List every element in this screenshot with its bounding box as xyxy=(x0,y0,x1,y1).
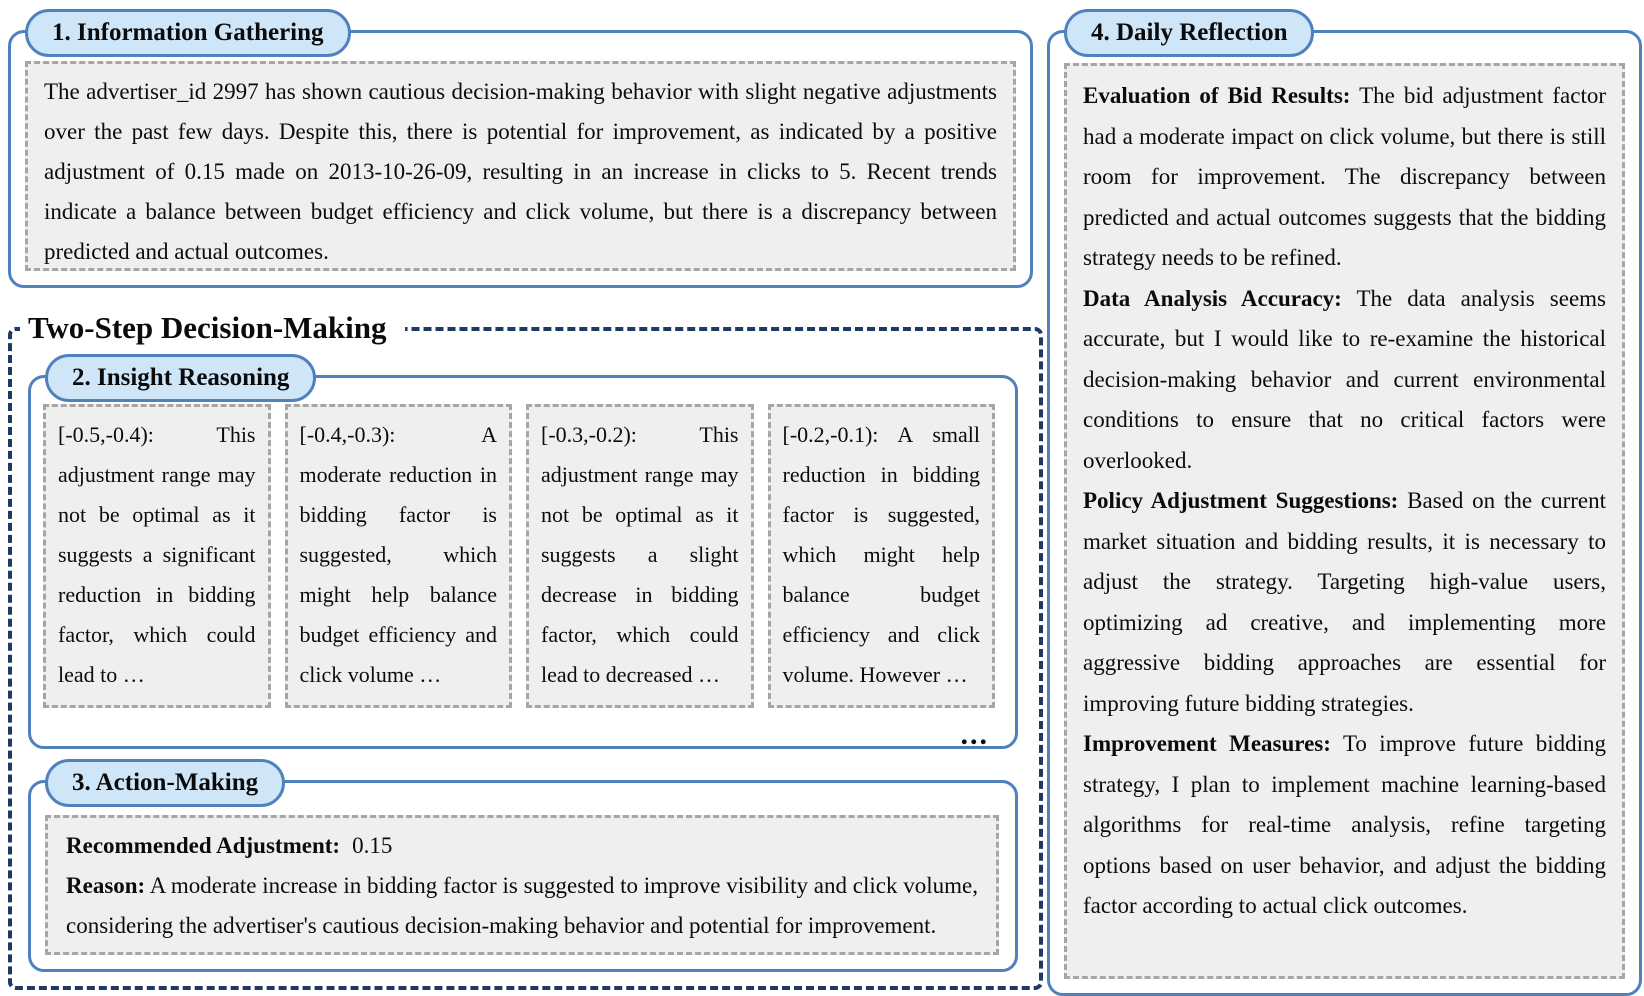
recommended-adjustment-label: Recommended Adjustment: xyxy=(66,833,341,858)
recommended-adjustment-row xyxy=(66,826,978,866)
data-analysis-accuracy-label: Data Analysis Accuracy: xyxy=(1083,285,1342,311)
reflection-paragraph-improvement xyxy=(1083,724,1606,927)
more-cards-ellipsis: ... xyxy=(960,718,989,751)
section-3-pill-label: 3. Action-Making xyxy=(72,769,259,796)
improvement-measures-label: Improvement Measures: xyxy=(1083,731,1331,756)
section-2-pill-label: 2. Insight Reasoning xyxy=(72,364,290,391)
policy-adjustment-suggestions-label: Policy Adjustment Suggestions: xyxy=(1083,488,1399,513)
evaluation-of-bid-results-text: The bid adjustment factor had a moderate impact on click volume, but there is still room for improvement. The discrepancy between predicted and actual outcomes suggests that the bidding strategy needs to be refined. xyxy=(1083,83,1606,270)
insight-card-range-2 xyxy=(285,404,513,708)
insight-card-text: [-0.3,-0.2): This adjustment range may not be optimal as it suggests a slight decrease in bidding factor, which could lead to decreased … xyxy=(541,422,739,687)
section-information-gathering xyxy=(8,19,1033,288)
section-4-pill-label: 4. Daily Reflection xyxy=(1091,19,1288,46)
reflection-paragraph-policy-adjustment xyxy=(1083,481,1606,724)
insight-reasoning-cards xyxy=(43,404,995,708)
evaluation-of-bid-results-label: Evaluation of Bid Results: xyxy=(1083,83,1351,108)
section-2-pill xyxy=(45,354,316,402)
policy-adjustment-suggestions-text: Based on the current market situation and bidding results, it is necessary to adjust the strategy. Targeting high-value users, optimizing ad creative, and implementing more aggressive bidding approaches are essential for improving future bidding strategies. xyxy=(1083,488,1607,716)
reflection-paragraph-data-analysis xyxy=(1083,279,1606,482)
reason-row xyxy=(66,866,978,946)
section-1-pill xyxy=(25,9,351,57)
action-making-text-box xyxy=(45,815,999,955)
section-1-pill-label: 1. Information Gathering xyxy=(52,19,324,46)
insight-card-range-3 xyxy=(526,404,754,708)
insight-card-range-4 xyxy=(768,404,996,708)
insight-card-range-1 xyxy=(43,404,271,708)
insight-card-text: [-0.2,-0.1): A small reduction in bidding factor is suggested, which might help balance budget efficiency and click volume. However … xyxy=(782,422,980,687)
recommended-adjustment-value: 0.15 xyxy=(352,833,393,858)
insight-card-text: [-0.4,-0.3): A moderate reduction in bidding factor is suggested, which might help balance budget efficiency and click volume … xyxy=(299,422,497,687)
section-insight-reasoning xyxy=(28,364,1018,751)
improvement-measures-text: To improve future bidding strategy, I plan to implement machine learning-based algorithms for real-time analysis, refine targeting options based on user behavior, and adjust the bidding factor according to actual click outcomes. xyxy=(1083,731,1606,918)
section-action-making xyxy=(28,769,1018,972)
insight-card-text: [-0.5,-0.4): This adjustment range may not be optimal as it suggests a significant reduction in bidding factor, which could lead to … xyxy=(58,422,256,687)
two-step-decision-making-title: Two-Step Decision-Making xyxy=(20,307,405,349)
daily-reflection-text-box xyxy=(1064,63,1625,979)
reflection-paragraph-evaluation xyxy=(1083,76,1606,279)
reason-text: A moderate increase in bidding factor is suggested to improve visibility and click volume, considering the advertiser's cautious decision-making behavior and potential for improvement. xyxy=(66,873,978,938)
data-analysis-accuracy-text: The data analysis seems accurate, but I would like to re-examine the historical decision-making behavior and current environmental conditions to ensure that no critical factors were overlooked. xyxy=(1083,285,1606,473)
reason-label: Reason: xyxy=(66,873,146,898)
section-4-pill xyxy=(1064,9,1314,57)
section-daily-reflection xyxy=(1047,19,1642,996)
information-gathering-text-box xyxy=(25,61,1016,271)
information-gathering-text: The advertiser_id 2997 has shown cautious decision-making behavior with slight negative adjustments over the past few days. Despite this, there is potential for improvement, as indicated by a positive adjustment of 0.15 made on 2013-10-26-09, resulting in an increase in clicks to 5. Recent trends indicate a balance between budget efficiency and click volume, but there is a discrepancy between predicted and actual outcomes. xyxy=(44,79,997,264)
section-3-pill xyxy=(45,759,285,807)
